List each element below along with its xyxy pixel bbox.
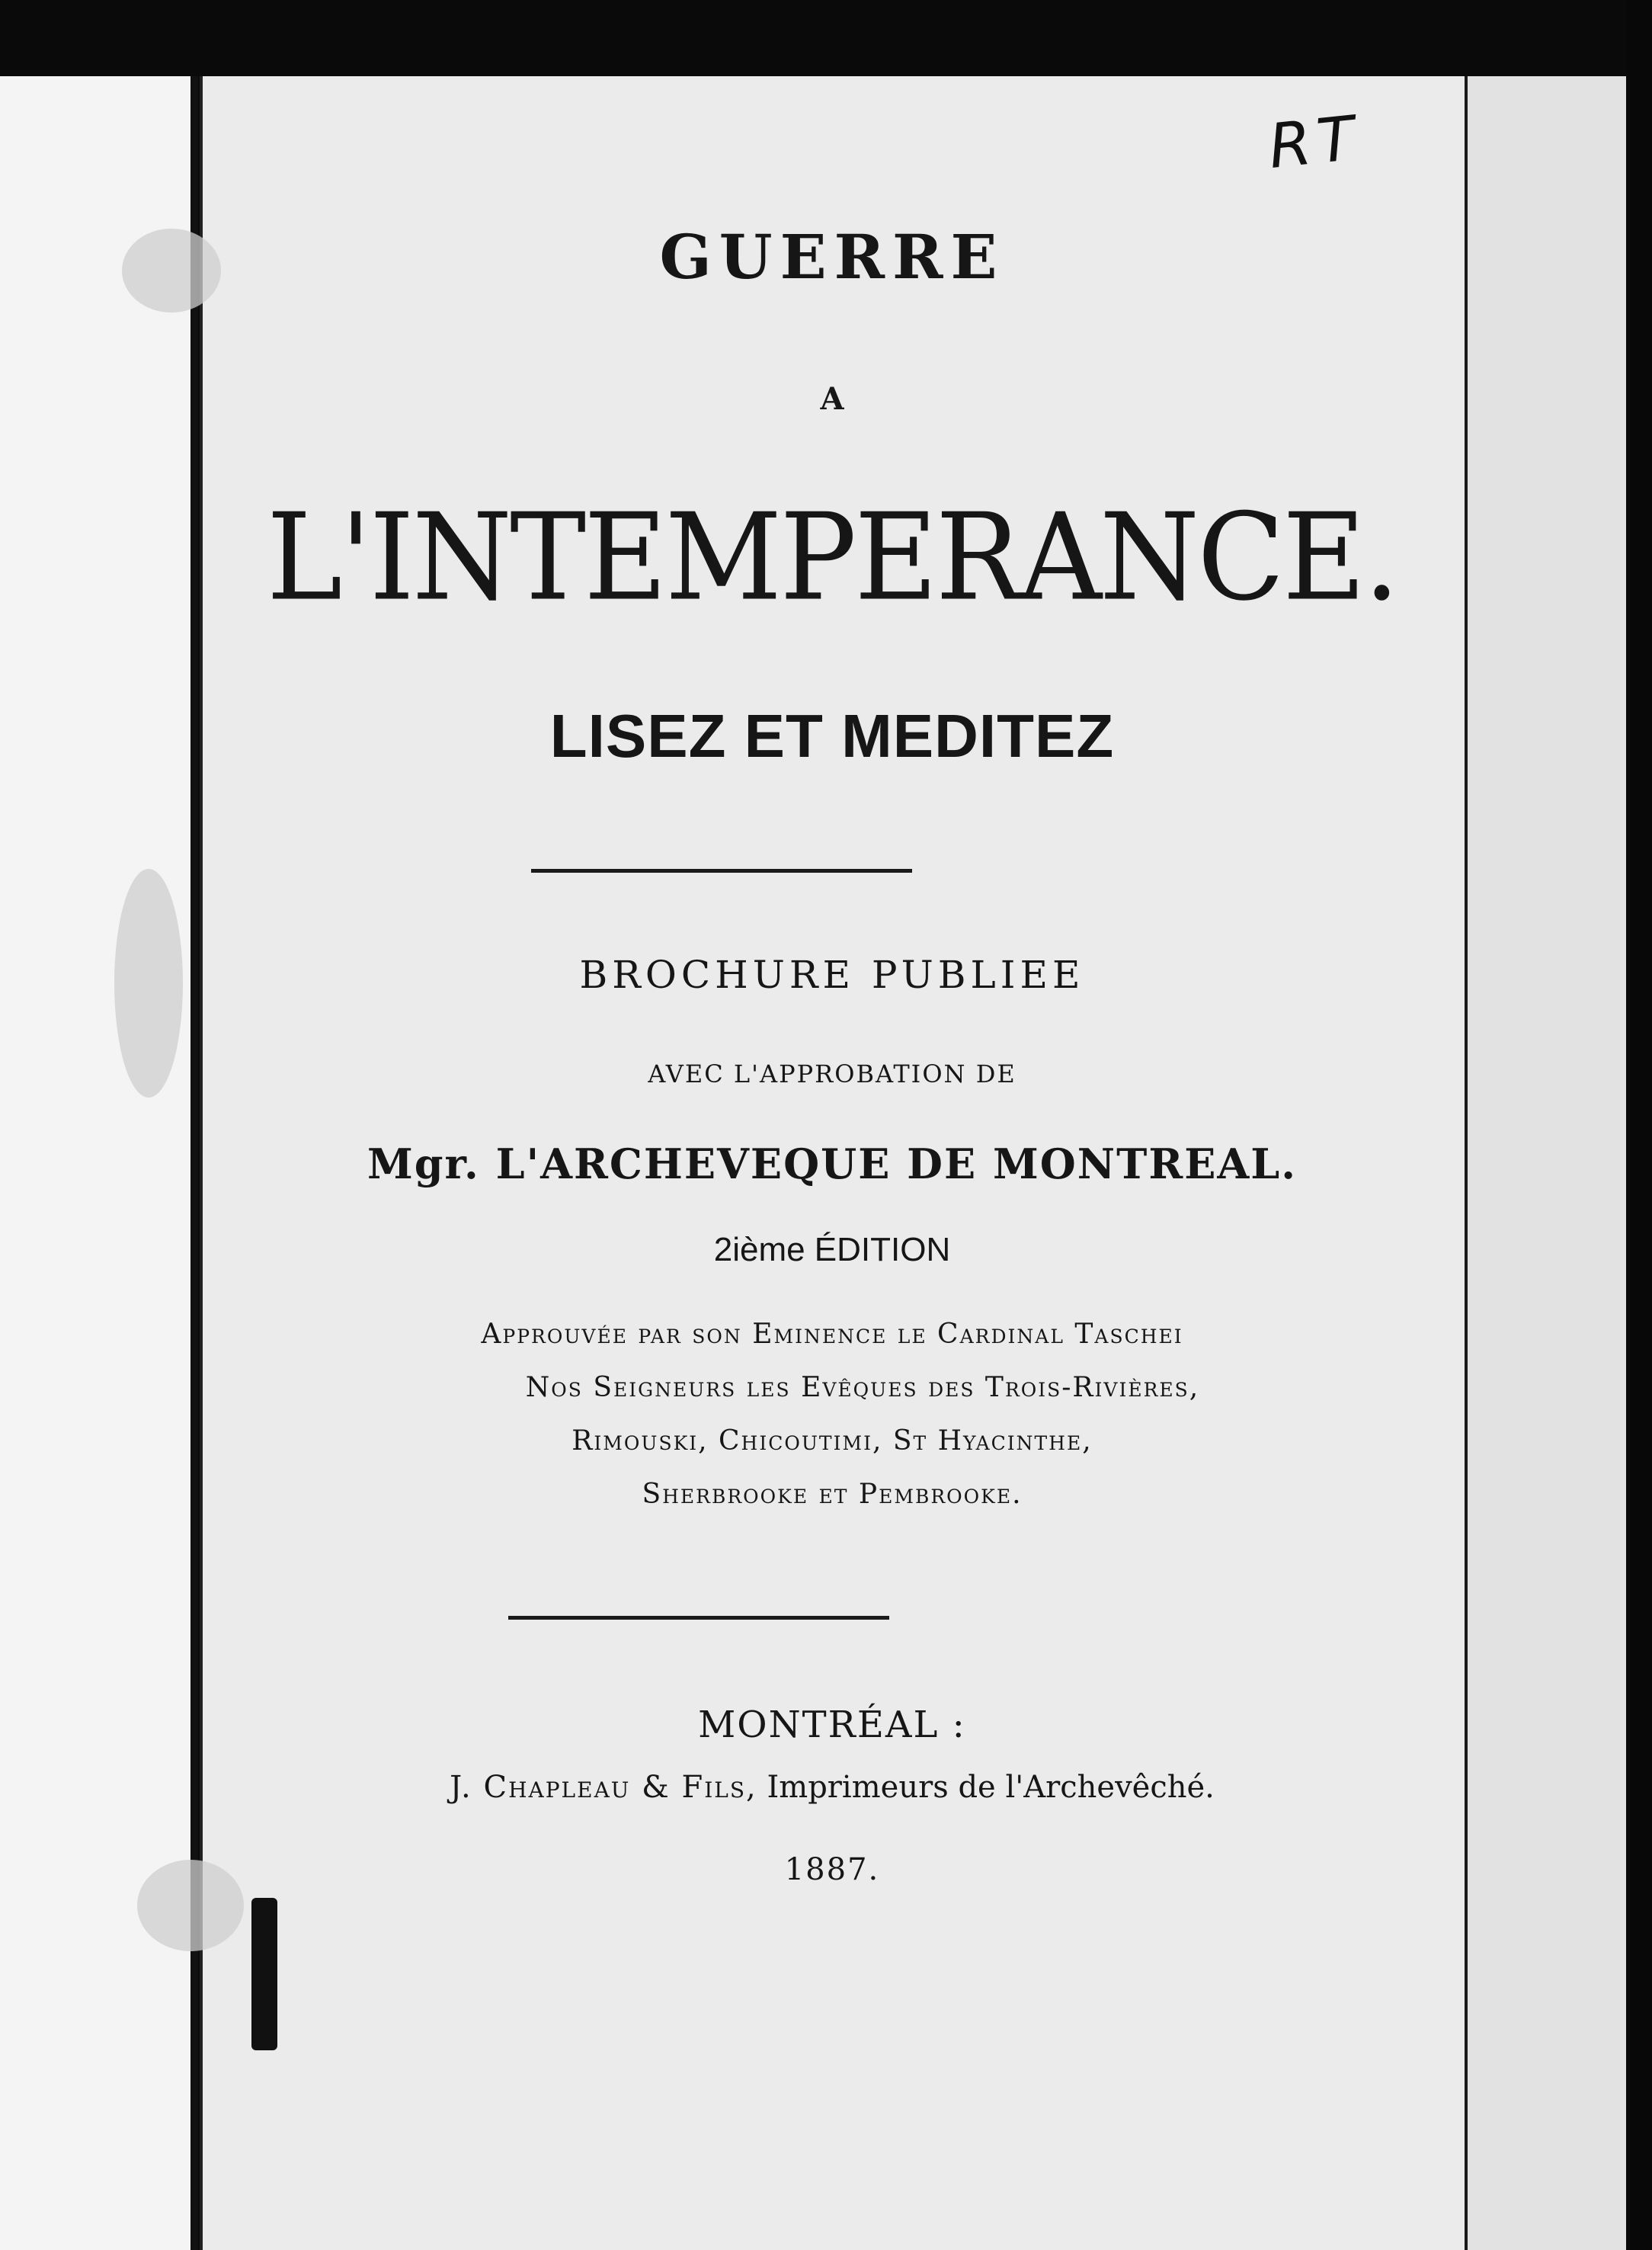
title-page-content — [200, 76, 1465, 2250]
publisher-role: Imprimeurs de l'Archevêché. — [767, 1770, 1215, 1805]
title-line-2: A — [820, 381, 844, 417]
divider-rule — [531, 869, 912, 873]
scan-right-border — [1626, 0, 1652, 2250]
approved-line: Rimouski, Chicoutimi, St Hyacinthe, — [571, 1425, 1093, 1457]
archbishop-line: Mgr. L'ARCHEVEQUE DE MONTREAL. — [367, 1139, 1298, 1188]
subtitle: LISEZ ET MEDITEZ — [549, 702, 1115, 770]
approved-line: Approuvée par son Eminence le Cardinal Taschei — [481, 1319, 1183, 1350]
approved-line: Nos Seigneurs les Evêques des Trois-Rivières, — [525, 1372, 1200, 1403]
publisher-name: J. Chapleau & Fils, — [450, 1770, 757, 1805]
approved-line: Sherbrooke et Pembrooke. — [642, 1479, 1023, 1510]
handwritten-mark: RT — [1265, 101, 1364, 183]
title-line-1: GUERRE — [659, 221, 1005, 293]
edition-line: 2ième ÉDITION — [713, 1231, 951, 1268]
divider-rule — [508, 1616, 889, 1620]
publisher-line — [200, 1770, 1465, 1805]
main-title: L'INTEMPERANCE. — [266, 488, 1398, 628]
brochure-line: BROCHURE PUBLIEE — [579, 953, 1085, 997]
paper-stain — [114, 869, 183, 1098]
scan-right-margin — [1465, 76, 1629, 2250]
approval-intro: AVEC L'APPROBATION DE — [648, 1059, 1016, 1088]
year-line: 1887. — [784, 1852, 880, 1887]
city-line: MONTRÉAL : — [698, 1704, 966, 1746]
